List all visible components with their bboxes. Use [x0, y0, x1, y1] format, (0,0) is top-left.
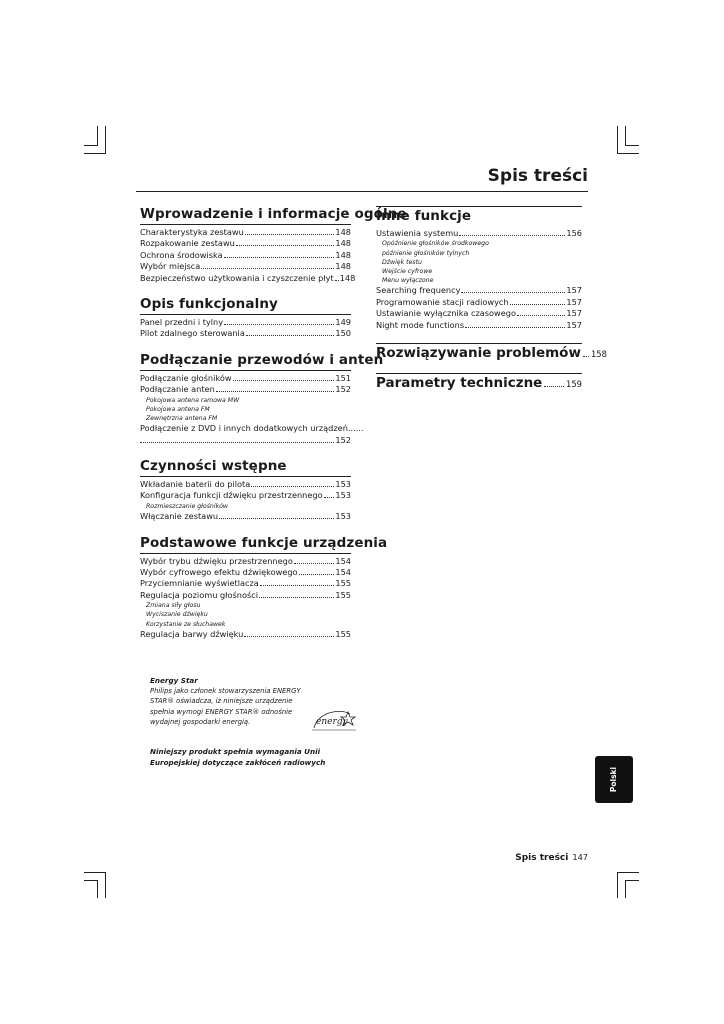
toc-entry-label: Podłączenie z DVD i innych dodatkowych urządzeń......: [140, 423, 364, 434]
toc-entry-page: 152: [335, 434, 351, 445]
energy-logo-text: energy: [316, 717, 348, 727]
dot-leader: [583, 345, 589, 357]
crop-mark: [625, 126, 626, 146]
dot-leader: [510, 297, 566, 305]
toc-entry: [140, 328, 351, 339]
toc-entry: [376, 285, 582, 296]
toc-entry: [140, 227, 351, 238]
crop-mark: [97, 126, 98, 146]
crop-mark: [84, 872, 105, 873]
toc-entry: [140, 261, 351, 272]
eu-notice: Niniejszy produkt spełnia wymagania Unii Europejskiej dotyczące zakłóceń radiowych: [150, 747, 326, 767]
crop-mark: [105, 872, 106, 898]
dot-leader: [224, 250, 335, 258]
toc-entry-label: Charakterystyka zestawu: [140, 227, 244, 237]
toc-entry-label: Włączanie zestawu: [140, 511, 219, 522]
toc-entry: [140, 272, 356, 284]
toc-entry-page: 148: [335, 238, 351, 249]
toc-entry-page: 156: [566, 228, 582, 238]
dot-leader: [216, 384, 335, 392]
toc-entry: [140, 373, 351, 384]
crop-mark: [84, 153, 105, 154]
energy-star-logo-icon: [310, 706, 358, 732]
toc-entry: [376, 228, 582, 239]
toc-entry: [140, 384, 351, 395]
dot-leader: [461, 285, 565, 293]
toc-subitem: Korzystanie ze słuchawek: [146, 620, 226, 628]
toc-entry-page: 155: [335, 628, 351, 639]
toc-entry-continuation: [140, 435, 351, 446]
toc-entry-label: Podłączanie głośników: [140, 372, 232, 383]
toc-entry-page: 158: [590, 349, 607, 360]
energy-star-note: [150, 676, 360, 727]
toc-entry-label: Wybór trybu dźwięku przestrzennego: [140, 555, 293, 566]
dot-leader: [236, 238, 335, 246]
section-heading: Inne funkcje: [376, 206, 582, 226]
dot-leader: [335, 273, 339, 281]
toc-entry: [140, 250, 351, 261]
toc-entry-label: Ustawienia systemu: [376, 228, 459, 238]
toc-entry-page: 153: [335, 479, 351, 490]
toc-entry: [140, 578, 351, 589]
toc-entry: [140, 238, 351, 249]
dot-leader: [260, 578, 335, 586]
language-tab-label: Polski: [609, 766, 619, 793]
dot-leader: [324, 490, 335, 498]
crop-mark: [84, 145, 98, 146]
section-heading: Czynności wstępne: [140, 458, 351, 477]
toc-entry-label: Panel przedni i tylny: [140, 317, 224, 328]
dot-leader: [244, 629, 334, 637]
crop-mark: [625, 145, 639, 146]
toc-entry: [376, 320, 582, 331]
toc-subitem: Wyciszanie dźwięku: [146, 611, 208, 619]
toc-entry-page: 148: [335, 227, 351, 237]
toc-entry-page: 157: [566, 296, 582, 307]
crop-mark: [617, 872, 639, 873]
section-heading-entry: [376, 375, 582, 391]
toc-section: [140, 351, 384, 446]
toc-entry: [140, 479, 351, 490]
toc-entry-label: Ochrona środowiska: [140, 249, 223, 260]
toc-entry-label: Programowanie stacji radiowych: [376, 296, 509, 307]
section-heading: Wprowadzenie i informacje ogólne: [140, 206, 351, 225]
dot-leader: [459, 228, 565, 236]
toc-entry: [140, 556, 351, 567]
toc-entry-label: Wybór cyfrowego efektu dźwiękowego: [140, 566, 298, 577]
toc-subitem: Opóźnienie głośników środkowego: [382, 240, 489, 248]
toc-entry: [376, 297, 582, 308]
dot-leader: [465, 320, 565, 328]
toc-entry-page: 148: [335, 249, 351, 260]
toc-entry-page: 150: [335, 328, 351, 339]
toc-entry: [140, 511, 351, 522]
language-tab: [595, 756, 633, 803]
page-footer: [515, 852, 588, 863]
toc-entry-page: 155: [335, 578, 351, 589]
toc-section: [140, 296, 351, 340]
toc-subitem: Pokojowa antena ramowa MW: [146, 396, 240, 404]
toc-subitem: Wejście cyfrowe: [382, 268, 433, 276]
section-heading: Podłączanie przewodów i anten: [140, 352, 351, 371]
toc-section: [376, 206, 582, 331]
toc-entry-page: 153: [335, 490, 351, 501]
toc-entry-page: 148: [339, 272, 356, 283]
dot-leader: [201, 261, 334, 269]
toc-entry: [376, 308, 582, 319]
dot-leader: [259, 590, 334, 598]
toc-entry-label: Rozpakowanie zestawu: [140, 238, 235, 249]
toc-entry-page: 154: [335, 566, 351, 577]
dot-leader: [219, 511, 334, 519]
crop-mark: [84, 880, 98, 881]
toc-subitem: Dźwięk testu: [382, 258, 422, 266]
toc-entry-page: 154: [335, 555, 351, 566]
section-heading: Opis funkcjonalny: [140, 296, 351, 315]
section-heading: Parametry techniczne: [376, 375, 543, 392]
crop-mark: [625, 880, 639, 881]
page-number: 147: [572, 852, 588, 862]
toc-entry-page: 151: [335, 372, 351, 383]
toc-entry-label: Wybór miejsca: [140, 261, 201, 272]
energy-star-text: Philips jako członek stowarzyszenia ENERGY STAR® oświadcza, iż niniejsze urządzenie spełnia wymogi ENERGY STAR® odnośnie wydajnej gospodarki energią.: [150, 687, 301, 726]
crop-mark: [617, 153, 639, 154]
title-rule: [136, 191, 588, 192]
crop-mark: [617, 872, 618, 898]
toc-subitem: Menu wyłączone: [382, 277, 434, 285]
dot-leader: [233, 373, 335, 381]
section-heading-entry: [376, 345, 607, 362]
toc-subitem: Zmiana siły głosu: [146, 602, 201, 610]
toc-section: [140, 534, 388, 641]
crop-mark: [105, 126, 106, 154]
toc-entry-label: Konfiguracja funkcji dźwięku przestrzennego: [140, 490, 323, 501]
toc-subitem: Rozmieszczanie głośników: [146, 502, 228, 510]
toc-entry-label: Ustawianie wyłącznika czasowego: [376, 308, 516, 319]
toc-entry-label: Regulacja poziomu głośności: [140, 589, 259, 600]
toc-entry-page: 153: [335, 511, 351, 522]
toc-entry-label: Pilot zdalnego sterowania: [140, 328, 245, 339]
toc-entry-label: Night mode functions: [376, 319, 465, 330]
toc-entry: [140, 317, 351, 328]
dot-leader: [517, 308, 565, 316]
toc-entry: [140, 629, 351, 640]
toc-section: [376, 373, 582, 391]
toc-subitem: późnienie głośników tylnych: [382, 249, 470, 257]
dot-leader: [251, 479, 334, 487]
toc-entry-label: Podłączanie anten: [140, 384, 215, 395]
toc-subitem: Pokojowa antena FM: [146, 405, 210, 413]
dot-leader: [294, 556, 334, 564]
toc-entry-page: 157: [566, 308, 582, 319]
toc-entry: [140, 490, 351, 501]
toc-entry-page: 157: [566, 319, 582, 330]
crop-mark: [97, 880, 98, 898]
crop-mark: [617, 126, 618, 154]
section-heading: Rozwiązywanie problemów: [376, 345, 581, 362]
energy-star-title: Energy Star: [150, 676, 198, 685]
dot-leader: [224, 317, 334, 325]
toc-entry-label: Przyciemnianie wyświetlacza: [140, 578, 259, 589]
crop-mark: [625, 880, 626, 898]
toc-entry-page: 157: [566, 285, 582, 296]
toc-entry-page: 155: [335, 589, 351, 600]
dot-leader: [140, 435, 334, 443]
section-heading: Podstawowe funkcje urządzenia: [140, 535, 351, 554]
toc-entry-label: Searching frequency: [376, 285, 461, 296]
toc-section: [140, 458, 351, 522]
toc-entry: [140, 590, 351, 601]
toc-entry-page: 152: [335, 384, 351, 395]
toc-entry-label: Wkładanie baterii do pilota: [140, 479, 251, 490]
toc-entry-label: Regulacja barwy dźwięku: [140, 628, 244, 639]
dot-leader: [246, 328, 335, 336]
footer-title: Spis treści: [515, 853, 569, 863]
toc-entry: [140, 567, 351, 578]
dot-leader: [544, 375, 564, 387]
toc-subitem: Zewnętrzna antena FM: [146, 415, 218, 423]
toc-entry: [140, 423, 364, 434]
page-title: Spis treści: [487, 166, 588, 186]
toc-right-column: [376, 206, 607, 403]
dot-leader: [245, 227, 335, 235]
toc-section: [376, 343, 607, 362]
toc-entry-page: 159: [566, 379, 582, 390]
toc-entry-page: 149: [335, 317, 351, 328]
toc-entry-label: Bezpieczeństwo użytkowania i czyszczenie płyt: [140, 272, 334, 283]
toc-entry-page: 148: [335, 261, 351, 272]
dot-leader: [299, 567, 335, 575]
